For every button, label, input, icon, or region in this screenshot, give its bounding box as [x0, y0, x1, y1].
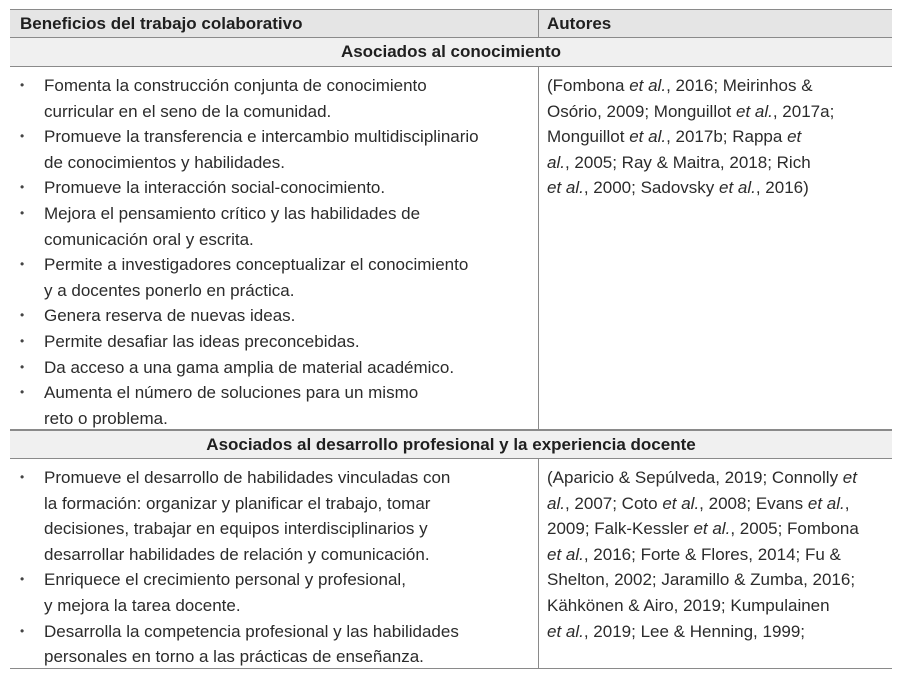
- benefit-line: personales en torno a las prácticas de enseñanza.: [44, 647, 424, 667]
- section-title: Asociados al conocimiento: [340, 42, 562, 61]
- benefit-line: curricular en el seno de la comunidad.: [44, 101, 332, 121]
- author-line: al., 2007; Coto et al., 2008; Evans et al.,: [547, 493, 850, 513]
- benefit-item: [10, 124, 520, 175]
- author-line: Osório, 2009; Monguillot et al., 2017a;: [547, 101, 835, 121]
- header-benefits: Beneficios del trabajo colaborativo: [20, 14, 303, 33]
- benefit-line: Mejora el pensamiento crítico y las habilidades de: [44, 203, 421, 223]
- benefit-line: desarrollar habilidades de relación y comunicación.: [44, 544, 430, 564]
- section-body-knowledge: [10, 67, 892, 430]
- author-line: (Aparicio & Sepúlveda, 2019; Connolly et: [547, 468, 857, 487]
- section-title: Asociados al desarrollo profesional y la experiencia docente: [206, 435, 696, 454]
- benefit-line: decisiones, trabajar en equipos interdisciplinarios y: [44, 519, 428, 539]
- benefit-line: Permite a investigadores conceptualizar el conocimiento: [44, 255, 469, 275]
- benefit-line: de conocimientos y habilidades.: [44, 152, 285, 172]
- benefit-line: Genera reserva de nuevas ideas.: [44, 306, 296, 326]
- benefit-line: y mejora la tarea docente.: [44, 595, 241, 615]
- benefit-line: la formación: organizar y planificar el trabajo, tomar: [44, 493, 431, 513]
- benefit-item: [10, 329, 520, 355]
- benefits-list: [10, 465, 520, 670]
- benefit-line: Da acceso a una gama amplia de material académico.: [44, 357, 455, 377]
- benefit-line: y a docentes ponerlo en práctica.: [44, 280, 295, 300]
- benefit-item: [10, 619, 520, 670]
- benefits-list: [10, 73, 520, 431]
- benefit-item: [10, 465, 520, 567]
- column-divider: [538, 9, 539, 38]
- column-divider: [538, 67, 539, 430]
- author-line: (Fombona et al., 2016; Meirinhos &: [547, 76, 813, 95]
- benefit-line: Permite desafiar las ideas preconcebidas.: [44, 331, 360, 351]
- benefit-line: reto o problema.: [44, 408, 168, 428]
- benefit-item: [10, 303, 520, 329]
- benefit-item: [10, 567, 520, 618]
- benefit-line: Enriquece el crecimiento personal y profesional,: [44, 570, 406, 590]
- benefit-line: Aumenta el número de soluciones para un mismo: [44, 383, 419, 403]
- benefit-line: Desarrolla la competencia profesional y las habilidades: [44, 621, 459, 641]
- author-line: et al., 2016; Forte & Flores, 2014; Fu &: [547, 544, 841, 564]
- author-line: 2009; Falk-Kessler et al., 2005; Fombona: [547, 519, 859, 539]
- benefit-item: [10, 201, 520, 252]
- author-line: et al., 2000; Sadovsky et al., 2016): [547, 178, 809, 198]
- header-authors: Autores: [547, 14, 612, 33]
- table-header-row: [10, 9, 892, 38]
- author-line: al., 2005; Ray & Maitra, 2018; Rich: [547, 152, 811, 172]
- benefit-item: [10, 355, 520, 381]
- section-header-professional: [10, 430, 892, 459]
- author-line: et al., 2019; Lee & Henning, 1999;: [547, 621, 806, 641]
- benefit-line: comunicación oral y escrita.: [44, 229, 254, 249]
- authors-cell: [547, 73, 885, 201]
- benefit-line: Promueve la transferencia e intercambio multidisciplinario: [44, 127, 479, 147]
- author-line: Monguillot et al., 2017b; Rappa et: [547, 127, 802, 147]
- column-divider: [538, 459, 539, 669]
- benefit-item: [10, 73, 520, 124]
- section-header-knowledge: [10, 38, 892, 67]
- section-body-professional: [10, 459, 892, 669]
- benefit-item: [10, 252, 520, 303]
- benefit-item: [10, 175, 520, 201]
- authors-cell: [547, 465, 885, 644]
- author-line: Shelton, 2002; Jaramillo & Zumba, 2016;: [547, 570, 856, 590]
- author-line: Kähkönen & Airo, 2019; Kumpulainen: [547, 595, 830, 615]
- benefit-line: Promueve el desarrollo de habilidades vinculadas con: [44, 468, 451, 487]
- benefit-line: Fomenta la construcción conjunta de conocimiento: [44, 76, 427, 95]
- benefit-item: [10, 380, 520, 431]
- benefit-line: Promueve la interacción social-conocimiento.: [44, 178, 386, 198]
